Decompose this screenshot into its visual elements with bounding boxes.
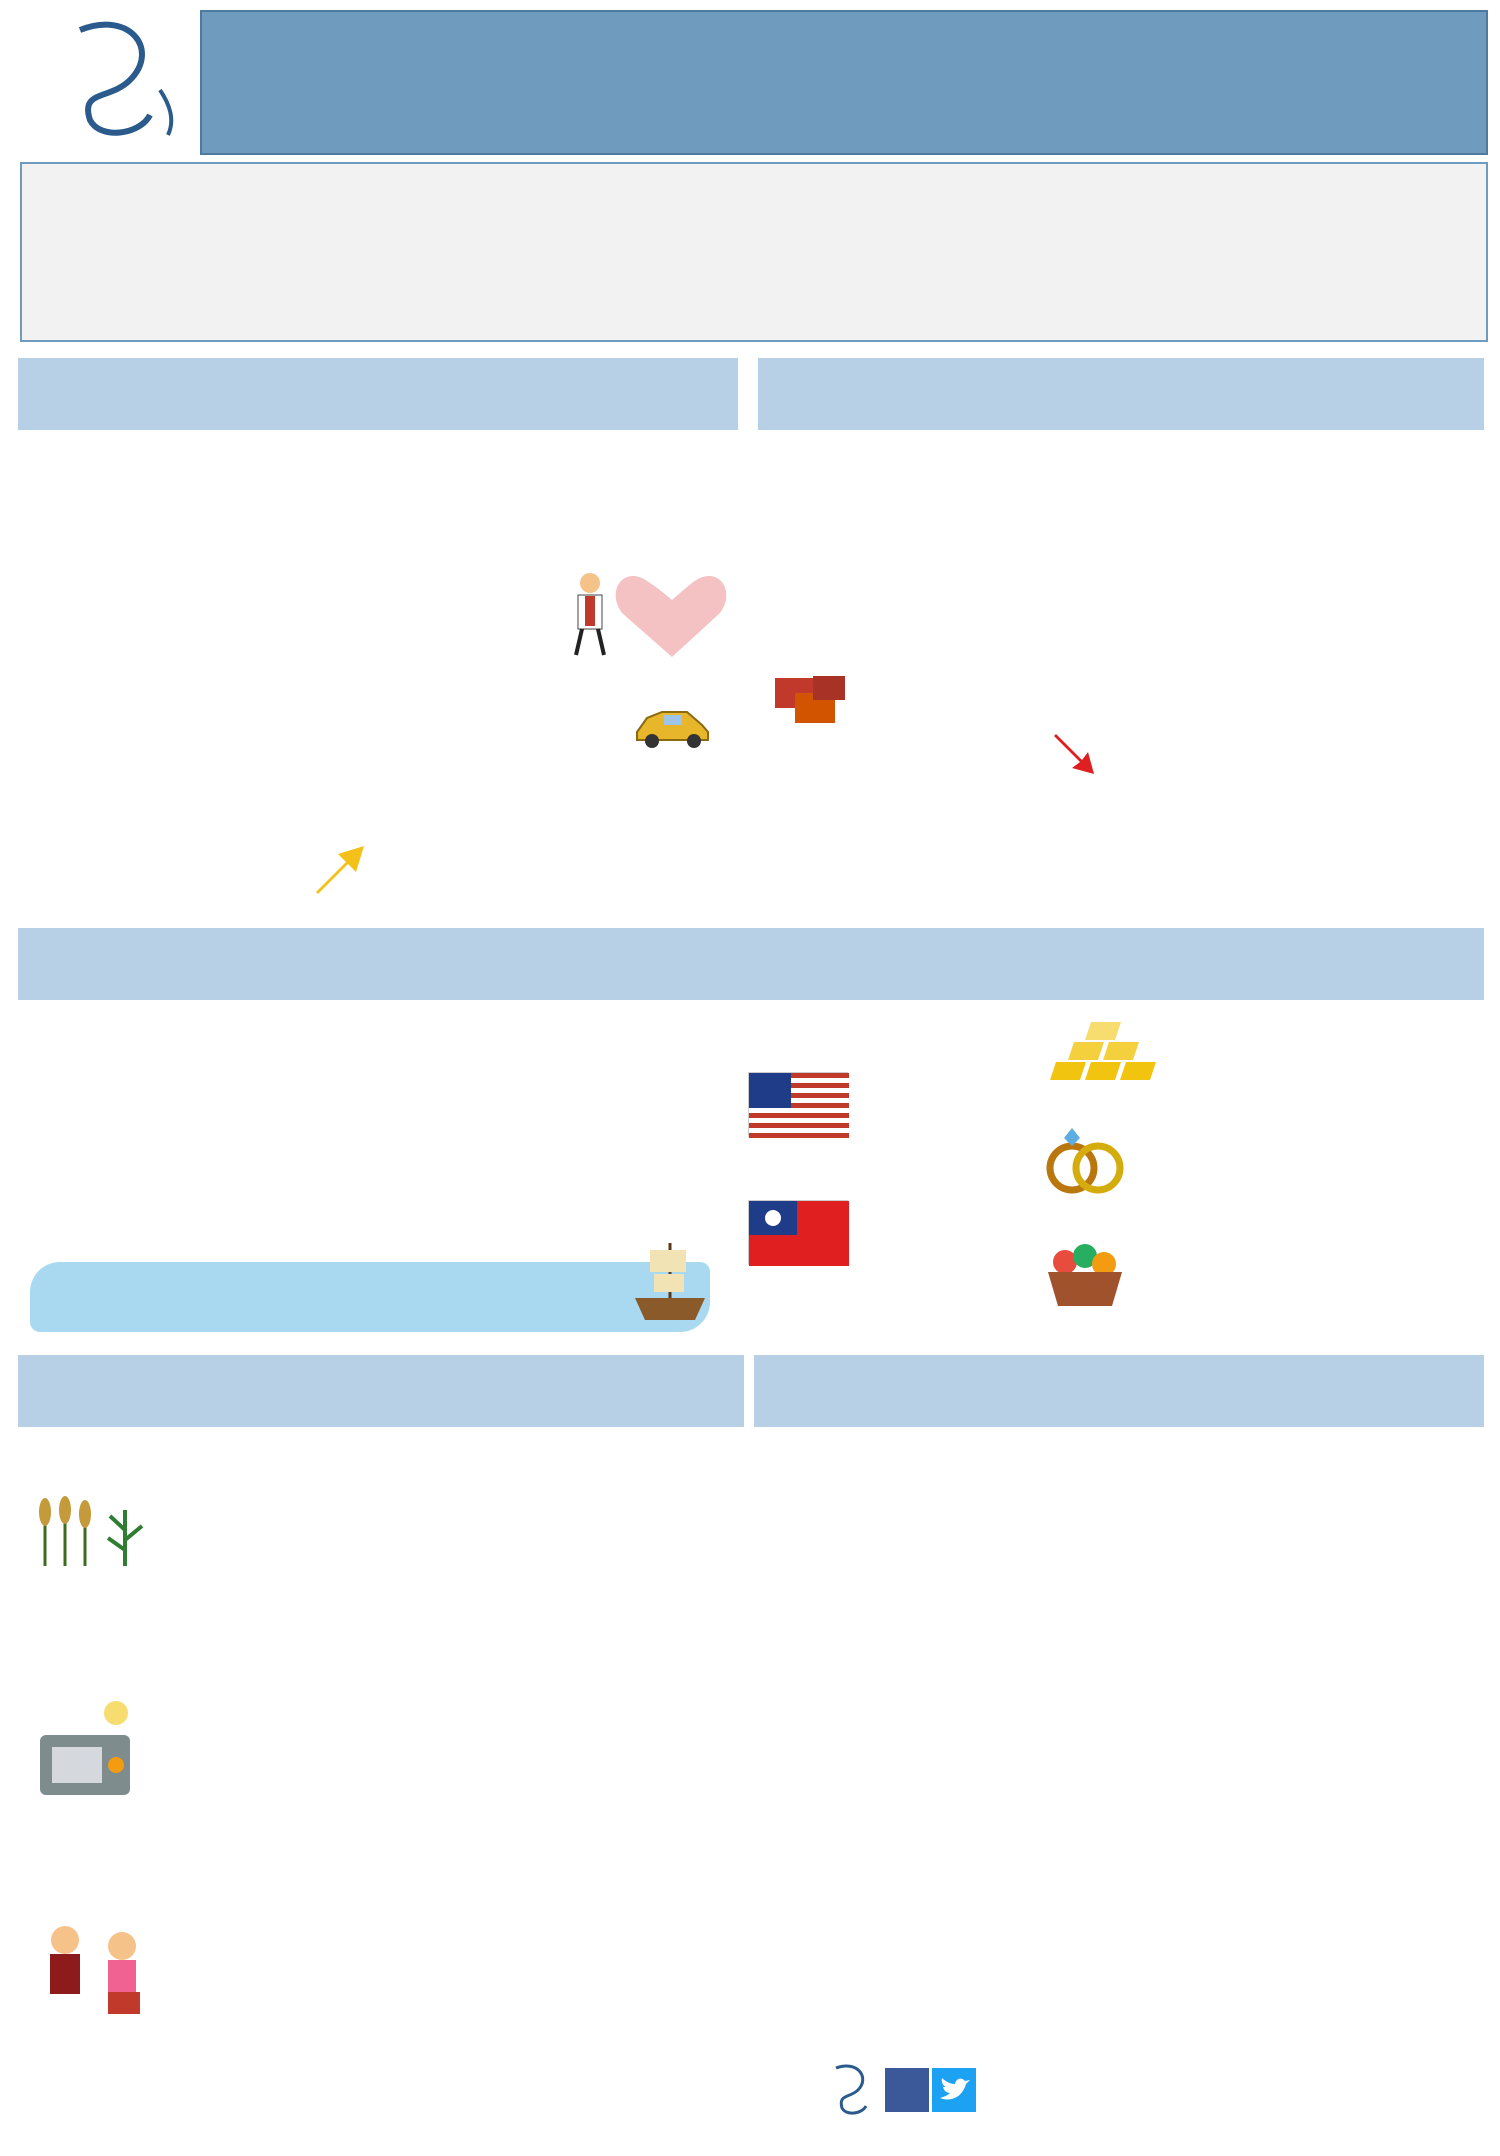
taiwan-flag-icon — [748, 1200, 848, 1265]
charts-inflation — [740, 1600, 1490, 1880]
qr-code-icon[interactable] — [1262, 1910, 1392, 2040]
trade-balance-banner — [30, 1262, 710, 1332]
gold-bars-icon — [1040, 1000, 1160, 1090]
report-title-banner — [200, 10, 1488, 155]
charts-consumption-investment — [0, 650, 1500, 930]
wheat-icon — [30, 1490, 160, 1570]
car-icon — [632, 700, 712, 750]
trade-balance-text — [30, 1262, 710, 1270]
twitter-icon[interactable] — [932, 2068, 976, 2112]
section-heading-trade — [18, 928, 1484, 1000]
section-heading-investment — [758, 358, 1484, 430]
summary-quote — [20, 162, 1488, 342]
boxes-icon — [765, 668, 855, 728]
down-arrow-icon — [1050, 728, 1100, 778]
vegetable-basket-icon — [1040, 1232, 1130, 1312]
fpo-logo — [10, 10, 190, 150]
ship-icon — [630, 1238, 710, 1328]
section-heading-consumption — [18, 358, 738, 430]
tourists-icon — [30, 1918, 160, 2018]
heart-icon — [616, 576, 727, 657]
factory-icon — [30, 1695, 150, 1805]
section-heading-production — [18, 1355, 744, 1427]
us-flag-icon — [748, 1072, 848, 1137]
facebook-icon[interactable] — [885, 2068, 929, 2112]
footer-logo — [808, 2060, 880, 2120]
section-heading-stability — [754, 1355, 1484, 1427]
rings-icon — [1040, 1120, 1130, 1200]
up-arrow-icon — [310, 840, 370, 900]
person-icon — [580, 573, 600, 593]
